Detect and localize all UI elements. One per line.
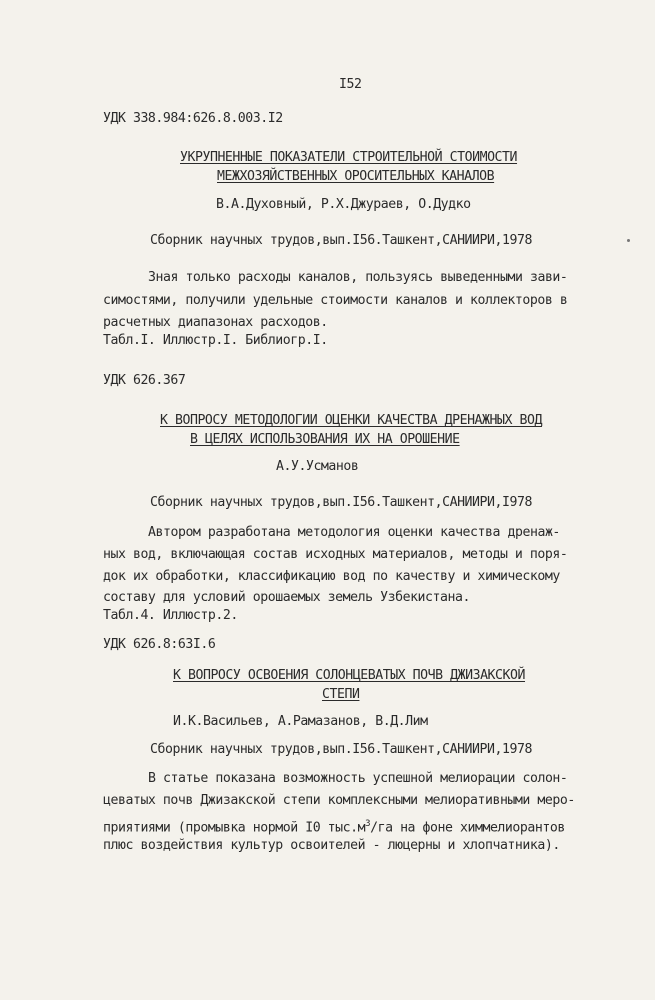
article-title-line: УКРУПНЕННЫЕ ПОКАЗАТЕЛИ СТРОИТЕЛЬНОЙ СТОИМОСТИ <box>180 150 518 165</box>
article-source: Сборник научных трудов,вып.I56.Ташкент,САНИИРИ,1978 <box>150 742 532 757</box>
abstract-text: приятиями (промывка нормой I0 тыс.м <box>103 820 366 836</box>
abstract-line <box>103 815 565 837</box>
paper-speck <box>627 239 630 242</box>
udk-code: УДК 626.367 <box>103 373 186 388</box>
article-title-line: В ЦЕЛЯХ ИСПОЛЬЗОВАНИЯ ИХ НА ОРОШЕНИЕ <box>190 432 460 447</box>
udk-code: УДК 338.984:626.8.003.I2 <box>103 111 283 126</box>
article-source: Сборник научных трудов,вып.I56.Ташкент,САНИИРИ,I978 <box>150 495 532 510</box>
abstract-line: ных вод, включающая состав исходных материалов, методы и поря- <box>103 547 568 562</box>
article-notes: Табл.I. Иллюстр.I. Библиогр.I. <box>103 333 328 348</box>
abstract-line: док их обработки, классификацию вод по качеству и химическому <box>103 569 560 584</box>
abstract-line: Автором разработана методология оценки качества дренаж- <box>148 525 560 540</box>
article-authors: И.К.Васильев, А.Рамазанов, В.Д.Лим <box>173 714 428 729</box>
abstract-text: /га на фоне химмелиорантов <box>370 820 565 836</box>
article-title-line: СТЕПИ <box>322 687 360 702</box>
article-title-line: МЕЖХОЗЯЙСТВЕННЫХ ОРОСИТЕЛЬНЫХ КАНАЛОВ <box>217 169 495 184</box>
udk-code: УДК 626.8:63I.6 <box>103 637 216 652</box>
abstract-line: симостями, получили удельные стоимости каналов и коллекторов в <box>103 293 568 308</box>
abstract-line: расчетных диапазонах расходов. <box>103 315 328 330</box>
article-authors: А.У.Усманов <box>276 459 359 474</box>
abstract-line: плюс воздействия культур освоителей - люцерны и хлопчатника). <box>103 838 560 853</box>
superscript: 3 <box>365 819 371 829</box>
abstract-line: В статье показана возможность успешной мелиорации солон- <box>148 771 568 786</box>
article-source: Сборник научных трудов,вып.I56.Ташкент,САНИИРИ,1978 <box>150 233 532 248</box>
abstract-line: Зная только расходы каналов, пользуясь выведенными зави- <box>148 270 568 285</box>
abstract-line: составу для условий орошаемых земель Узбекистана. <box>103 590 470 605</box>
article-authors: В.А.Духовный, Р.Х.Джураев, О.Дудко <box>216 197 471 212</box>
article-title-line: К ВОПРОСУ ОСВОЕНИЯ СОЛОНЦЕВАТЫХ ПОЧВ ДЖИЗАКСКОЙ <box>173 668 526 683</box>
article-notes: Табл.4. Иллюстр.2. <box>103 608 238 623</box>
page-number: I52 <box>339 77 362 92</box>
abstract-line: цеватых почв Джизакской степи комплексными мелиоративными меро- <box>103 793 575 808</box>
article-title-line: К ВОПРОСУ МЕТОДОЛОГИИ ОЦЕНКИ КАЧЕСТВА ДРЕНАЖНЫХ ВОД <box>160 413 542 428</box>
